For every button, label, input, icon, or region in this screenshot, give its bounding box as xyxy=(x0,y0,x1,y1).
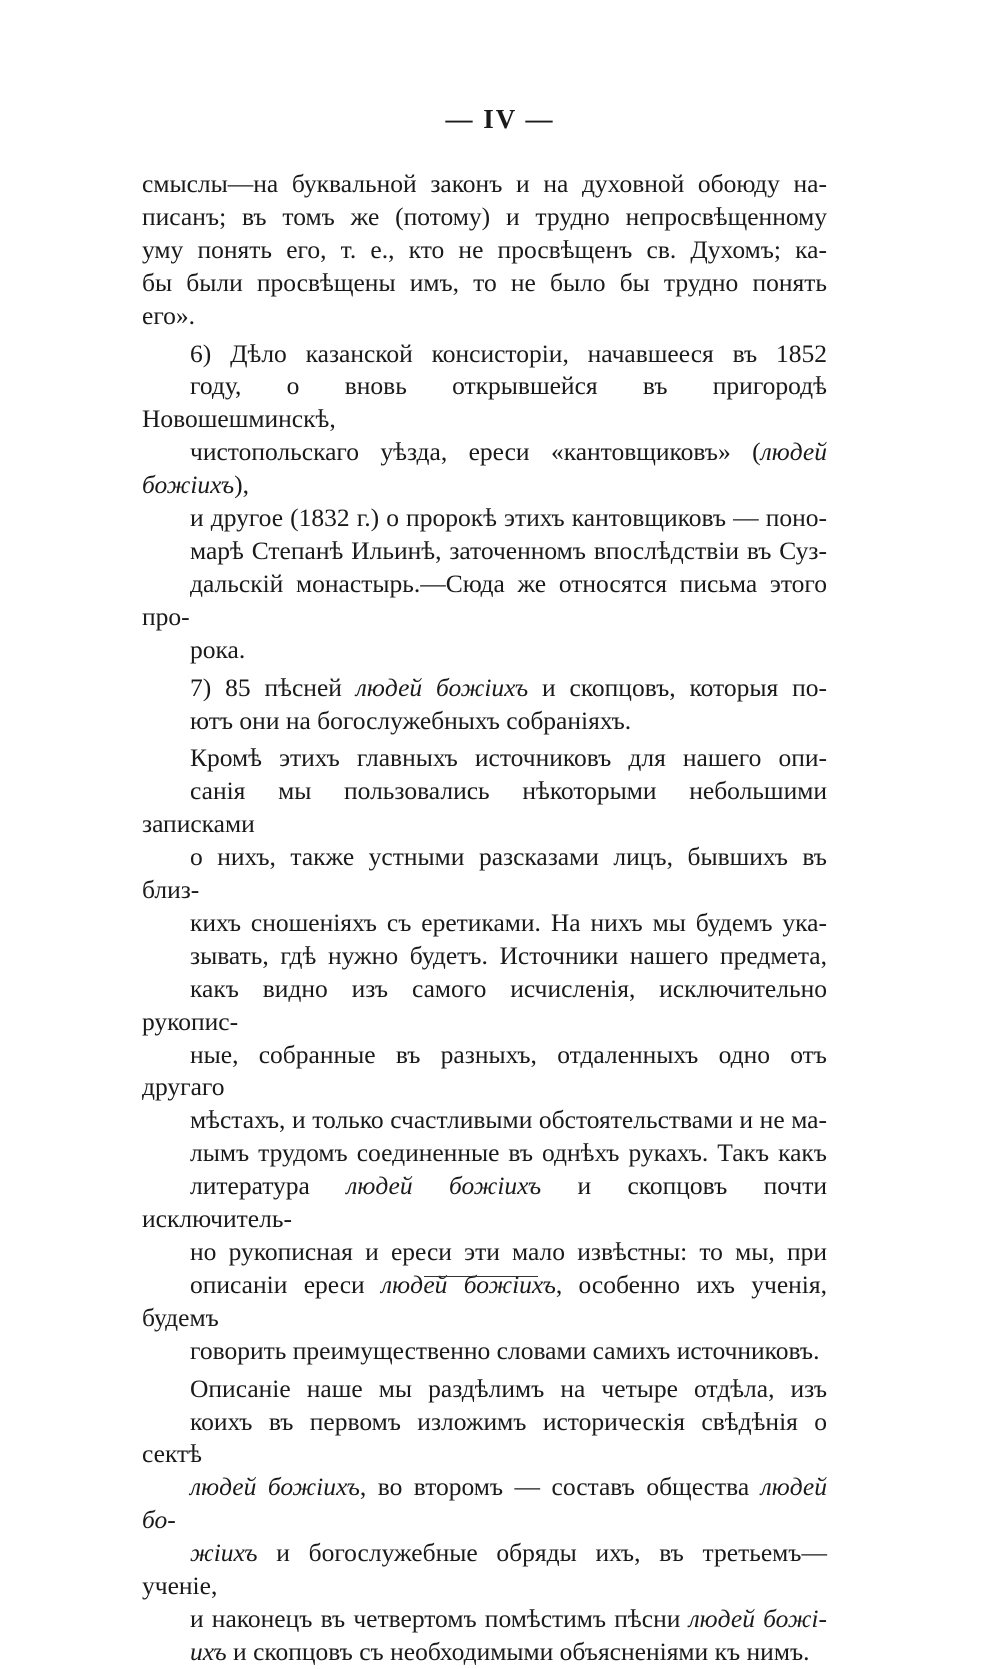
text-line: уму понять его, т. е., кто не просвѣщенъ св. Духомъ; ка- xyxy=(142,234,827,264)
text-line: чистопольскаго уѣзда, ереси «кантовщиковъ» (людей божіихъ), xyxy=(142,437,827,500)
text-line: какъ видно изъ самого исчисленія, исключительно рукопис- xyxy=(142,973,827,1036)
paragraph-plan xyxy=(142,1373,827,1669)
paragraph-continuation xyxy=(142,168,827,333)
text-line: описаніи ереси людей божіихъ, особенно ихъ ученія, будемъ xyxy=(142,1269,827,1332)
text-line: году, о вновь открывшейся въ пригородѣ Новошешминскѣ, xyxy=(142,371,827,434)
text-line: его». xyxy=(142,300,196,330)
paragraph-item-7 xyxy=(142,672,827,738)
text-line: дальскій монастырь.—Сюда же относятся письма этого про- xyxy=(142,568,827,631)
text-line: жіихъ и богослужебные обряды ихъ, въ третьемъ—ученіе, xyxy=(142,1538,827,1601)
text-line: но рукописная и ереси эти мало извѣстны: то мы, при xyxy=(190,1237,827,1266)
text-line: ные, собранные въ разныхъ, отдаленныхъ одно отъ другаго xyxy=(142,1039,827,1102)
text-line: Кромѣ этихъ главныхъ источниковъ для нашего опи- xyxy=(190,743,827,773)
text-line: рока. xyxy=(190,634,246,664)
closing-rule xyxy=(424,1276,538,1277)
text-line: марѣ Степанѣ Ильинѣ, заточенномъ впослѣдствіи въ Суз- xyxy=(190,535,827,565)
text-line: мѣстахъ, и только счастливыми обстоятельствами и не ма- xyxy=(190,1105,827,1135)
text-line: лымъ трудомъ соединенные въ однѣхъ рукахъ. Такъ какъ xyxy=(190,1138,827,1168)
text-line: зывать, гдѣ нужно будетъ. Источники нашего предмета, xyxy=(190,940,827,970)
text-line: ютъ они на богослужебныхъ собраніяхъ. xyxy=(190,705,632,735)
text-line: коихъ въ первомъ изложимъ историческія свѣдѣнія о сектѣ xyxy=(142,1406,827,1469)
text-line: и другое (1832 г.) о пророкѣ этихъ кантовщиковъ — поно- xyxy=(190,503,827,533)
text-line: кихъ сношеніяхъ съ еретиками. На нихъ мы будемъ ука- xyxy=(190,907,827,937)
body-text xyxy=(142,168,827,1669)
text-line: и наконецъ въ четвертомъ помѣстимъ пѣсни людей божі- xyxy=(190,1603,828,1633)
paragraph-item-6 xyxy=(142,338,827,667)
text-line: людей божіихъ, во второмъ — составъ общества людей бо- xyxy=(142,1472,827,1535)
text-line: бы были просвѣщены имъ, то не было бы трудно понять xyxy=(142,267,827,297)
text-line: 6) Дѣло казанской консисторіи, начавшееся въ 1852 xyxy=(190,338,827,368)
page-number: — IV — xyxy=(445,104,555,134)
text-line: литература людей божіихъ и скопцовъ почти исключитель- xyxy=(142,1171,827,1234)
text-line: Описаніе наше мы раздѣлимъ на четыре отдѣла, изъ xyxy=(190,1373,827,1403)
text-line: 7) 85 пѣсней людей божіихъ и скопцовъ, которыя по- xyxy=(190,672,827,702)
text-line: санія мы пользовались нѣкоторыми небольшими записками xyxy=(142,776,827,839)
text-line: смыслы—на буквальной законъ и на духовной обоюду на- xyxy=(142,169,827,198)
paragraph-sources xyxy=(142,742,827,1367)
text-line: ихъ и скопцовъ съ необходимыми объясненіями къ нимъ. xyxy=(190,1636,810,1666)
text-line: о нихъ, также устными разсказами лицъ, бывшихъ въ близ- xyxy=(142,842,827,905)
text-line: писанъ; въ томъ же (потому) и трудно непросвѣщенному xyxy=(142,201,827,231)
text-line: говорить преимущественно словами самихъ источниковъ. xyxy=(190,1335,820,1365)
